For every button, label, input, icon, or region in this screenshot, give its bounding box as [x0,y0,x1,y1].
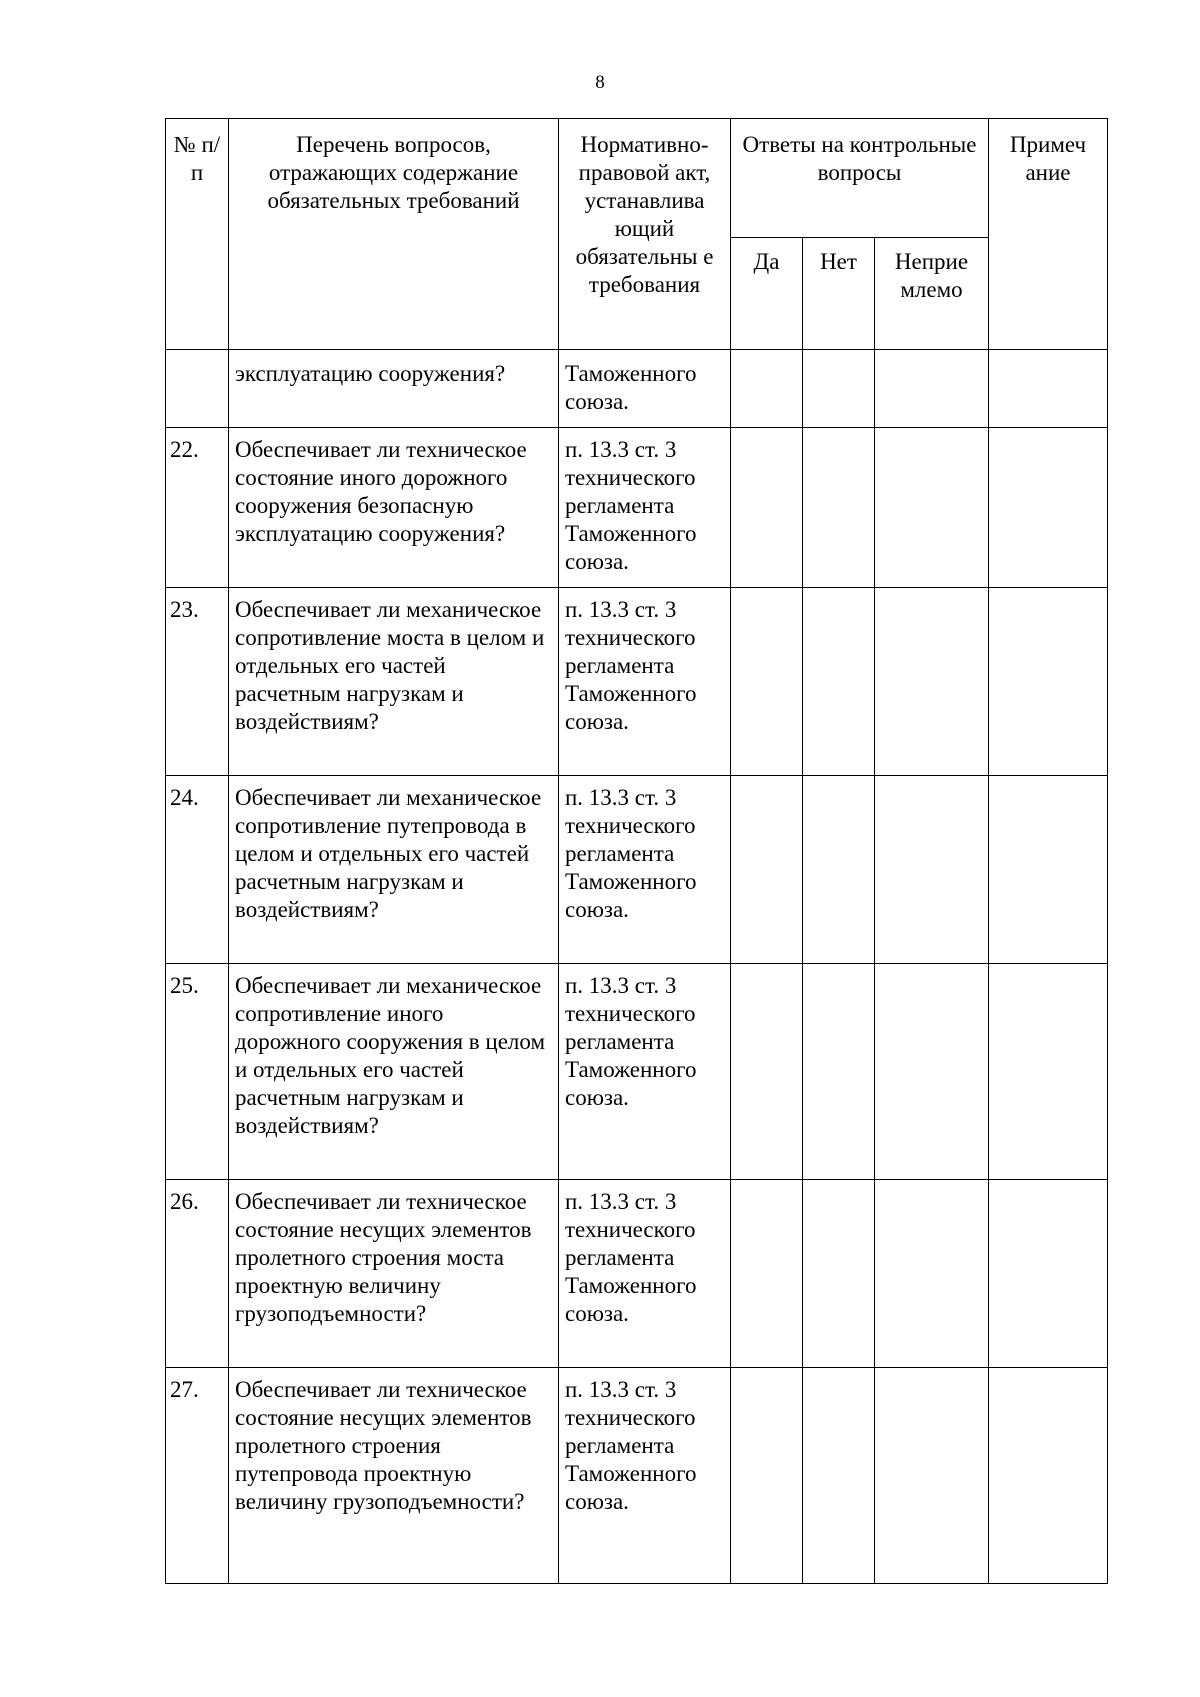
answer-not-applicable-cell [875,1368,989,1584]
row-act: Таможенного союза. [559,350,731,428]
header-num: № п/п [166,119,229,350]
row-number: 22. [166,428,229,588]
header-questions: Перечень вопросов, отражающих содержание обязательных требований [229,119,559,350]
note-cell [989,776,1108,964]
header-yes: Да [731,238,803,350]
checklist-table [165,118,1108,1584]
note-cell [989,964,1108,1180]
header-act: Нормативно-правовой акт, устанавлива ющий обязательны е требования [559,119,731,350]
row-number: 23. [166,588,229,776]
row-question: Обеспечивает ли механическое сопротивление путепровода в целом и отдельных его частей расчетным нагрузкам и воздействиям? [229,776,559,964]
table-row [166,350,1108,428]
answer-no-cell [803,1368,875,1584]
note-cell [989,350,1108,428]
answer-not-applicable-cell [875,1180,989,1368]
row-act: п. 13.3 ст. 3 технического регламента Таможенного союза. [559,428,731,588]
row-number [166,350,229,428]
note-cell [989,1180,1108,1368]
header-note: Примеч ание [989,119,1108,350]
table-row [166,428,1108,588]
header-no: Нет [803,238,875,350]
answer-no-cell [803,588,875,776]
note-cell [989,588,1108,776]
answer-no-cell [803,428,875,588]
answer-yes-cell [731,1180,803,1368]
note-cell [989,428,1108,588]
answer-no-cell [803,1180,875,1368]
table-row [166,964,1108,1180]
header-not-applicable: Неприе млемо [875,238,989,350]
row-question: Обеспечивает ли механическое сопротивление иного дорожного сооружения в целом и отдельных его частей расчетным нагрузкам и воздействиям? [229,964,559,1180]
answer-yes-cell [731,964,803,1180]
row-question: Обеспечивает ли техническое состояние иного дорожного сооружения безопасную эксплуатацию сооружения? [229,428,559,588]
table-header [166,119,1108,350]
answer-not-applicable-cell [875,964,989,1180]
page-number: 8 [595,72,605,93]
row-act: п. 13.3 ст. 3 технического регламента Таможенного союза. [559,588,731,776]
row-question: эксплуатацию сооружения? [229,350,559,428]
answer-not-applicable-cell [875,588,989,776]
table-row [166,588,1108,776]
answer-yes-cell [731,428,803,588]
table-row [166,776,1108,964]
row-question: Обеспечивает ли техническое состояние несущих элементов пролетного строения моста проектную величину грузоподъемности? [229,1180,559,1368]
answer-yes-cell [731,776,803,964]
header-answers: Ответы на контрольные вопросы [731,119,989,238]
answer-no-cell [803,776,875,964]
answer-no-cell [803,964,875,1180]
table-body [166,350,1108,1584]
row-act: п. 13.3 ст. 3 технического регламента Таможенного союза. [559,1180,731,1368]
note-cell [989,1368,1108,1584]
answer-no-cell [803,350,875,428]
table-row [166,1368,1108,1584]
answer-yes-cell [731,588,803,776]
row-number: 26. [166,1180,229,1368]
table-row [166,1180,1108,1368]
answer-not-applicable-cell [875,428,989,588]
answer-not-applicable-cell [875,776,989,964]
row-number: 24. [166,776,229,964]
row-question: Обеспечивает ли техническое состояние несущих элементов пролетного строения путепровода проектную величину грузоподъемности? [229,1368,559,1584]
answer-yes-cell [731,1368,803,1584]
row-question: Обеспечивает ли механическое сопротивление моста в целом и отдельных его частей расчетным нагрузкам и воздействиям? [229,588,559,776]
row-act: п. 13.3 ст. 3 технического регламента Таможенного союза. [559,964,731,1180]
answer-yes-cell [731,350,803,428]
row-act: п. 13.3 ст. 3 технического регламента Таможенного союза. [559,1368,731,1584]
row-number: 25. [166,964,229,1180]
answer-not-applicable-cell [875,350,989,428]
row-number: 27. [166,1368,229,1584]
row-act: п. 13.3 ст. 3 технического регламента Таможенного союза. [559,776,731,964]
